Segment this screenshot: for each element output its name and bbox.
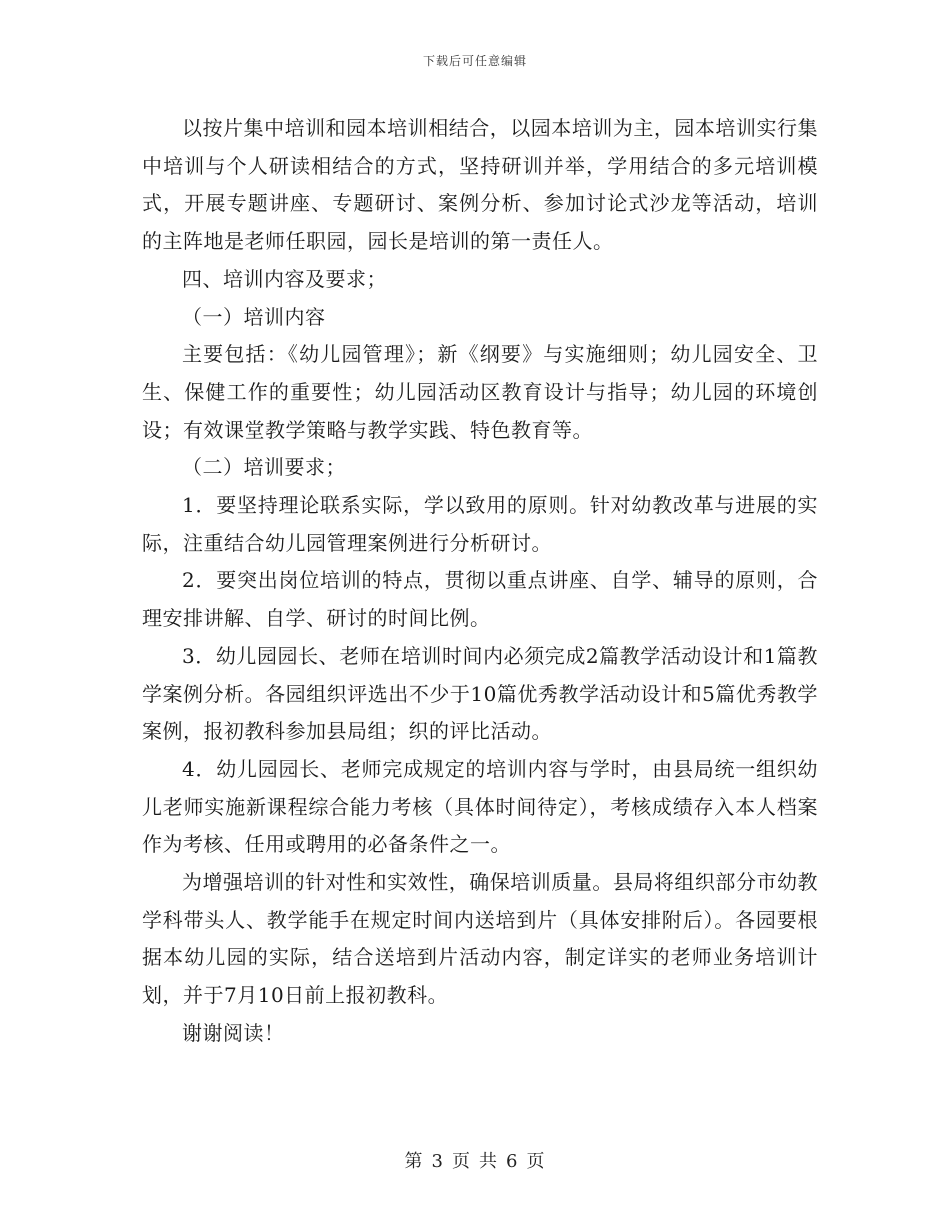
- footer-total-word: 共: [479, 1151, 498, 1172]
- closing-thanks: 谢谢阅读！: [182, 1020, 285, 1045]
- paragraph-training-quality: 为增强培训的针对性和实效性，确保培训质量。县局将组织部分市幼教学科带头人、教学能手在规定时间内送培到片（具体安排附后）。各园要根据本幼儿园的实际，结合送培到片活动内容，制定详实的老师业务培训计划，并于7月10日前上报初教科。: [142, 870, 818, 1008]
- footer-suffix: 页: [526, 1151, 546, 1172]
- requirement-item-2: 2．要突出岗位培训的特点，贯彻以重点讲座、自学、辅导的原则，合理安排讲解、自学、研讨的时间比例。: [142, 568, 818, 631]
- footer-page-word: 页: [452, 1151, 471, 1172]
- requirement-item-4: 4．幼儿园园长、老师完成规定的培训内容与学时，由县局统一组织幼儿老师实施新课程综合能力考核（具体时间待定），考核成绩存入本人档案作为考核、任用或聘用的必备条件之一。: [142, 756, 818, 857]
- subheading-training-content: （一）培训内容: [182, 304, 326, 329]
- requirement-item-3: 3．幼儿园园长、老师在培训时间内必须完成2篇教学活动设计和1篇教学案例分析。各园组织评选出不少于10篇优秀教学活动设计和5篇优秀教学案例，报初教科参加县局组；织的评比活动。: [142, 643, 818, 744]
- subheading-training-requirements: （二）培训要求；: [182, 455, 346, 480]
- footer-total-pages: 6: [506, 1151, 519, 1172]
- section-heading-content-requirements: 四、培训内容及要求；: [182, 266, 387, 291]
- page-header: 下载后可任意编辑: [422, 54, 527, 68]
- paragraph-training-method: 以按片集中培训和园本培训相结合，以园本培训为主，园本培训实行集中培训与个人研读相结合的方式，坚持研训并举，学用结合的多元培训模式，开展专题讲座、专题研讨、案例分析、参加讨论式沙龙等活动，培训的主阵地是老师任职园，园长是培训的第一责任人。: [142, 116, 818, 254]
- requirement-item-1: 1．要坚持理论联系实际，学以致用的原则。针对幼教改革与进展的实际，注重结合幼儿园管理案例进行分析研讨。: [142, 493, 818, 555]
- document-body: [142, 110, 818, 1053]
- page-footer: [0, 1147, 950, 1173]
- footer-prefix: 第: [404, 1151, 424, 1172]
- footer-current-page: 3: [431, 1151, 444, 1172]
- paragraph-main-content: 主要包括：《幼儿园管理》；新《纲要》与实施细则；幼儿园安全、卫生、保健工作的重要性；幼儿园活动区教育设计与指导；幼儿园的环境创设；有效课堂教学策略与教学实践、特色教育等。: [142, 342, 818, 442]
